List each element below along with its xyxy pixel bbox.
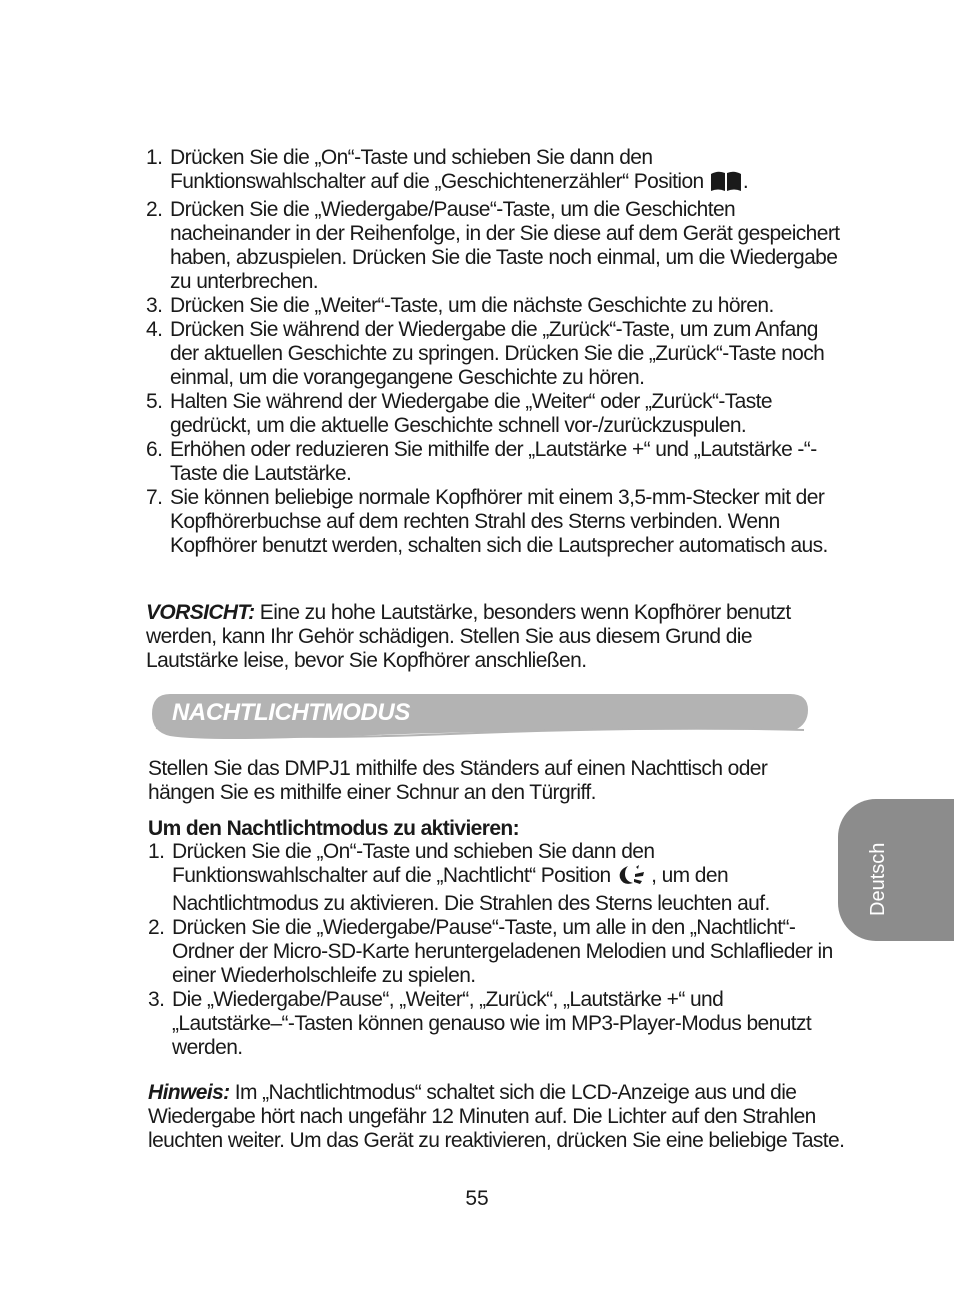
storyteller-steps (146, 146, 846, 558)
list-item: 6. Erhöhen oder reduzieren Sie mithilfe der „Lautstärke +“ und „Lautstärke -“-Taste die Lautstärke. (146, 438, 817, 485)
nightlight-intro: Stellen Sie das DMPJ1 mithilfe des Ständers auf einen Nachttisch oder hängen Sie es mithilfe einer Schnur an den Türgriff. (148, 757, 768, 804)
list-item: 7. Sie können beliebige normale Kopfhörer mit einem 3,5-mm-Stecker mit der Kopfhörerbuchse auf dem rechten Strahl des Sterns verbinden. Wenn Kopfhörer benutzt werden, schalten sich die Lautsprecher automatisch aus. (146, 486, 828, 557)
list-item: 4. Drücken Sie während der Wiedergabe die „Zurück“-Taste, um zum Anfang der aktuellen Geschichte zu springen. Drücken Sie die „Zurück“-Taste noch einmal, um die vorangegangene Geschichte zu hören. (146, 318, 825, 389)
list-item: 3. Die „Wiedergabe/Pause“, „Weiter“, „Zurück“, „Lautstärke +“ und „Lautstärke–“-Tasten können genauso wie im MP3-Player-Modus benutzt werden. (148, 988, 812, 1059)
language-tab-label: Deutsch (867, 842, 889, 916)
note-paragraph: Hinweis: Im „Nachtlichtmodus“ schaltet sich die LCD-Anzeige aus und die Wiedergabe hört nach ungefähr 12 Minuten auf. Die Lichter auf den Strahlen leuchten weiter. Um das Gerät zu reaktivieren, drücken Sie eine beliebige Taste. (148, 1081, 845, 1152)
list-item: 2. Drücken Sie die „Wiedergabe/Pause“-Taste, um alle in den „Nachtlicht“-Ordner der Micro-SD-Karte heruntergeladenen Melodien und Schlaflieder in einer Wiederholschleife zu spielen. (148, 916, 833, 987)
page-number: 55 (465, 1187, 489, 1210)
list-item: 5. Halten Sie während der Wiedergabe die „Weiter“ oder „Zurück“-Taste gedrückt, um die aktuelle Geschichte schnell vor-/zurückzuspulen. (146, 390, 772, 437)
list-item: 1. Drücken Sie die „On“-Taste und schieben Sie dann den Funktionswahlschalter auf die „Nachtlicht“ Position , um den Nachtlichtmodus zu aktivieren. Die Strahlen des Sterns leuchten auf. (148, 840, 770, 915)
list-item: 1. Drücken Sie die „On“-Taste und schieben Sie dann den Funktionswahlschalter auf die „Geschichtenerzähler“ Position . (146, 146, 846, 198)
nightlight-subheading: Um den Nachtlichtmodus zu aktivieren: (148, 817, 520, 840)
list-item: 2. Drücken Sie die „Wiedergabe/Pause“-Taste, um die Geschichten nacheinander in der Reihenfolge, in der Sie diese auf dem Gerät gespeichert haben, abzuspielen. Drücken Sie die Taste noch einmal, um die Wiedergabe zu unterbrechen. (146, 198, 840, 293)
moon-star-icon (616, 864, 646, 892)
book-icon (709, 170, 743, 198)
note-label: Hinweis: (148, 1081, 230, 1104)
section-title: NACHTLICHTMODUS (172, 699, 410, 726)
caution-paragraph: VORSICHT: Eine zu hohe Lautstärke, besonders wenn Kopfhörer benutzt werden, kann Ihr Gehör schädigen. Stellen Sie aus diesem Grund die Lautstärke leise, bevor Sie Kopfhörer anschließen. (146, 601, 791, 672)
nightlight-steps (148, 840, 848, 1060)
list-item: 3. Drücken Sie die „Weiter“-Taste, um die nächste Geschichte zu hören. (146, 294, 774, 317)
language-tab (838, 799, 954, 941)
caution-label: VORSICHT: (146, 601, 255, 624)
